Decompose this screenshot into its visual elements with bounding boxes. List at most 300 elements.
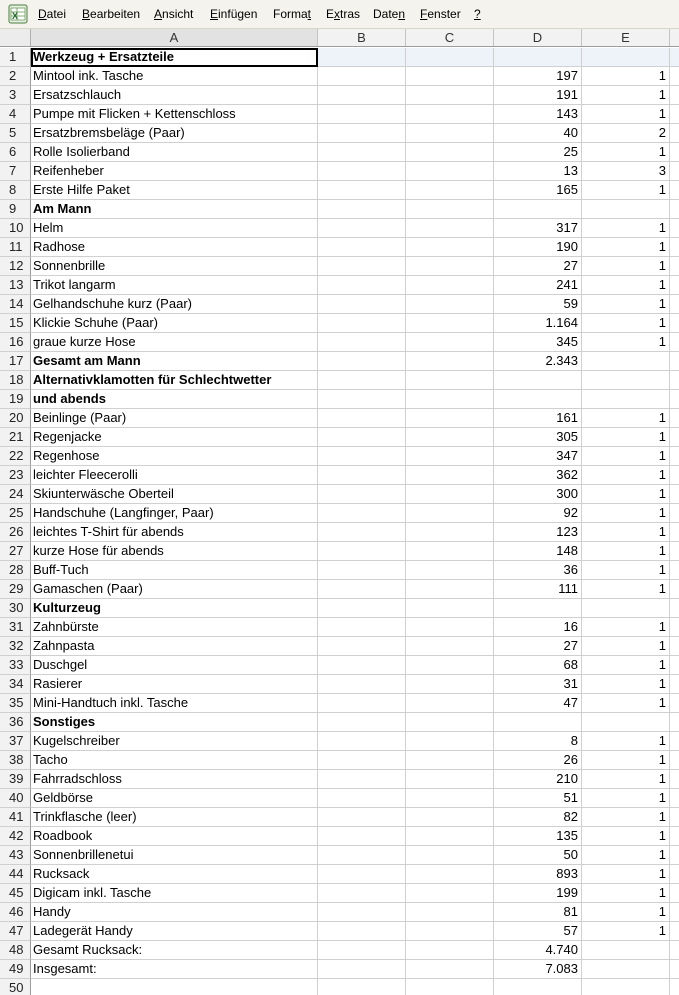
cell-f[interactable] <box>670 447 679 466</box>
cell-a[interactable]: Kulturzeug <box>31 599 318 618</box>
menu-format[interactable]: Format <box>273 7 312 21</box>
cell-d[interactable]: 161 <box>494 409 582 428</box>
cell-f[interactable] <box>670 314 679 333</box>
cell-e[interactable]: 1 <box>582 428 670 447</box>
cell-e[interactable]: 1 <box>582 219 670 238</box>
cell-d[interactable]: 92 <box>494 504 582 523</box>
cell-e[interactable]: 1 <box>582 257 670 276</box>
cell-d[interactable]: 27 <box>494 257 582 276</box>
cell-f[interactable] <box>670 333 679 352</box>
cell-f[interactable] <box>670 48 679 67</box>
cell-b[interactable] <box>318 713 406 732</box>
cell-d[interactable]: 81 <box>494 903 582 922</box>
cell-c[interactable] <box>406 48 494 67</box>
cell-f[interactable] <box>670 751 679 770</box>
row-header[interactable]: 37 <box>0 732 31 751</box>
row-header[interactable]: 17 <box>0 352 31 371</box>
row-header[interactable]: 41 <box>0 808 31 827</box>
cell-d[interactable]: 7.083 <box>494 960 582 979</box>
cell-c[interactable] <box>406 732 494 751</box>
cell-f[interactable] <box>670 637 679 656</box>
row-header[interactable]: 25 <box>0 504 31 523</box>
cell-b[interactable] <box>318 371 406 390</box>
cell-e[interactable] <box>582 599 670 618</box>
cell-e[interactable]: 1 <box>582 86 670 105</box>
row-header[interactable]: 22 <box>0 447 31 466</box>
cell-c[interactable] <box>406 276 494 295</box>
cell-d[interactable]: 1.164 <box>494 314 582 333</box>
cell-c[interactable] <box>406 352 494 371</box>
cell-d[interactable]: 210 <box>494 770 582 789</box>
row-header[interactable]: 13 <box>0 276 31 295</box>
cell-e[interactable]: 1 <box>582 789 670 808</box>
cell-e[interactable]: 1 <box>582 466 670 485</box>
cell-a[interactable]: Rucksack <box>31 865 318 884</box>
row-header[interactable]: 45 <box>0 884 31 903</box>
column-header-e[interactable]: E <box>582 29 670 46</box>
cell-b[interactable] <box>318 637 406 656</box>
cell-b[interactable] <box>318 295 406 314</box>
cell-a[interactable]: Skiunterwäsche Oberteil <box>31 485 318 504</box>
cell-c[interactable] <box>406 200 494 219</box>
cell-e[interactable]: 3 <box>582 162 670 181</box>
cell-d[interactable]: 197 <box>494 67 582 86</box>
cell-c[interactable] <box>406 922 494 941</box>
cell-d[interactable]: 8 <box>494 732 582 751</box>
cell-c[interactable] <box>406 865 494 884</box>
cell-f[interactable] <box>670 713 679 732</box>
cell-d[interactable]: 50 <box>494 846 582 865</box>
cell-b[interactable] <box>318 352 406 371</box>
menu-ansicht[interactable]: Ansicht <box>154 7 194 21</box>
cell-e[interactable]: 1 <box>582 295 670 314</box>
cell-c[interactable] <box>406 884 494 903</box>
row-header[interactable]: 6 <box>0 143 31 162</box>
cell-a[interactable]: Insgesamt: <box>31 960 318 979</box>
cell-b[interactable] <box>318 200 406 219</box>
cell-b[interactable] <box>318 789 406 808</box>
menu-help[interactable]: ? <box>474 7 481 21</box>
cell-f[interactable] <box>670 295 679 314</box>
cell-e[interactable] <box>582 200 670 219</box>
cell-b[interactable] <box>318 808 406 827</box>
cell-a[interactable]: Mini-Handtuch inkl. Tasche <box>31 694 318 713</box>
cell-f[interactable] <box>670 580 679 599</box>
cell-e[interactable]: 1 <box>582 694 670 713</box>
cell-c[interactable] <box>406 447 494 466</box>
cell-d[interactable]: 4.740 <box>494 941 582 960</box>
row-header[interactable]: 11 <box>0 238 31 257</box>
cell-d[interactable]: 25 <box>494 143 582 162</box>
cell-e[interactable]: 1 <box>582 447 670 466</box>
row-header[interactable]: 19 <box>0 390 31 409</box>
cell-f[interactable] <box>670 827 679 846</box>
cell-f[interactable] <box>670 200 679 219</box>
cell-a[interactable]: Fahrradschloss <box>31 770 318 789</box>
cell-e[interactable]: 1 <box>582 409 670 428</box>
cell-c[interactable] <box>406 504 494 523</box>
cell-b[interactable] <box>318 960 406 979</box>
cell-a[interactable]: Tacho <box>31 751 318 770</box>
cell-f[interactable] <box>670 276 679 295</box>
row-header[interactable]: 39 <box>0 770 31 789</box>
row-header[interactable]: 49 <box>0 960 31 979</box>
row-header[interactable]: 18 <box>0 371 31 390</box>
column-header-a[interactable]: A <box>31 29 318 46</box>
cell-f[interactable] <box>670 884 679 903</box>
cell-c[interactable] <box>406 675 494 694</box>
cell-a[interactable]: Sonnenbrillenetui <box>31 846 318 865</box>
cell-a[interactable]: Beinlinge (Paar) <box>31 409 318 428</box>
cell-b[interactable] <box>318 979 406 995</box>
excel-app-icon[interactable] <box>8 4 28 24</box>
cell-e[interactable]: 2 <box>582 124 670 143</box>
cell-b[interactable] <box>318 466 406 485</box>
row-header[interactable]: 50 <box>0 979 31 995</box>
row-header[interactable]: 24 <box>0 485 31 504</box>
row-header[interactable]: 8 <box>0 181 31 200</box>
cell-e[interactable]: 1 <box>582 105 670 124</box>
cell-c[interactable] <box>406 105 494 124</box>
cell-a[interactable]: leichtes T-Shirt für abends <box>31 523 318 542</box>
row-header[interactable]: 16 <box>0 333 31 352</box>
row-header[interactable]: 38 <box>0 751 31 770</box>
cell-c[interactable] <box>406 67 494 86</box>
cell-a[interactable]: Trinkflasche (leer) <box>31 808 318 827</box>
cell-e[interactable]: 1 <box>582 67 670 86</box>
cell-d[interactable]: 893 <box>494 865 582 884</box>
cell-a[interactable]: Handschuhe (Langfinger, Paar) <box>31 504 318 523</box>
cell-b[interactable] <box>318 428 406 447</box>
cell-b[interactable] <box>318 827 406 846</box>
cell-d[interactable]: 36 <box>494 561 582 580</box>
cell-c[interactable] <box>406 143 494 162</box>
cell-c[interactable] <box>406 162 494 181</box>
cell-b[interactable] <box>318 105 406 124</box>
cell-b[interactable] <box>318 143 406 162</box>
cell-d[interactable] <box>494 599 582 618</box>
cell-d[interactable] <box>494 713 582 732</box>
row-header[interactable]: 44 <box>0 865 31 884</box>
cell-b[interactable] <box>318 219 406 238</box>
cell-c[interactable] <box>406 485 494 504</box>
cell-f[interactable] <box>670 409 679 428</box>
cell-c[interactable] <box>406 751 494 770</box>
cell-f[interactable] <box>670 694 679 713</box>
cell-c[interactable] <box>406 694 494 713</box>
cell-b[interactable] <box>318 884 406 903</box>
row-header[interactable]: 32 <box>0 637 31 656</box>
column-header-d[interactable]: D <box>494 29 582 46</box>
cell-a[interactable]: Am Mann <box>31 200 318 219</box>
cell-b[interactable] <box>318 770 406 789</box>
cell-f[interactable] <box>670 504 679 523</box>
cell-c[interactable] <box>406 827 494 846</box>
cell-c[interactable] <box>406 219 494 238</box>
row-header[interactable]: 42 <box>0 827 31 846</box>
cell-a[interactable]: Ladegerät Handy <box>31 922 318 941</box>
cell-f[interactable] <box>670 865 679 884</box>
row-header[interactable]: 23 <box>0 466 31 485</box>
row-header[interactable]: 26 <box>0 523 31 542</box>
cell-f[interactable] <box>670 466 679 485</box>
cell-d[interactable]: 123 <box>494 523 582 542</box>
cell-e[interactable]: 1 <box>582 580 670 599</box>
cell-a[interactable]: kurze Hose für abends <box>31 542 318 561</box>
row-header[interactable]: 1 <box>0 48 31 67</box>
row-header[interactable]: 7 <box>0 162 31 181</box>
menu-fenster[interactable]: Fenster <box>420 7 461 21</box>
cell-e[interactable]: 1 <box>582 618 670 637</box>
cell-d[interactable]: 16 <box>494 618 582 637</box>
cell-a[interactable]: Zahnbürste <box>31 618 318 637</box>
cell-e[interactable] <box>582 390 670 409</box>
cell-a[interactable]: Gesamt Rucksack: <box>31 941 318 960</box>
cell-a[interactable]: Gesamt am Mann <box>31 352 318 371</box>
row-header[interactable]: 46 <box>0 903 31 922</box>
cell-f[interactable] <box>670 542 679 561</box>
cell-c[interactable] <box>406 542 494 561</box>
cell-a[interactable]: Pumpe mit Flicken + Kettenschloss <box>31 105 318 124</box>
cell-e[interactable]: 1 <box>582 732 670 751</box>
column-header-b[interactable]: B <box>318 29 406 46</box>
cell-e[interactable]: 1 <box>582 314 670 333</box>
cell-b[interactable] <box>318 181 406 200</box>
cell-b[interactable] <box>318 865 406 884</box>
cell-d[interactable]: 27 <box>494 637 582 656</box>
cell-f[interactable] <box>670 181 679 200</box>
cell-d[interactable]: 191 <box>494 86 582 105</box>
cell-e[interactable]: 1 <box>582 827 670 846</box>
cell-a[interactable]: Regenhose <box>31 447 318 466</box>
cell-e[interactable]: 1 <box>582 333 670 352</box>
cell-d[interactable]: 2.343 <box>494 352 582 371</box>
cell-b[interactable] <box>318 390 406 409</box>
row-header[interactable]: 29 <box>0 580 31 599</box>
cell-a[interactable]: Gelhandschuhe kurz (Paar) <box>31 295 318 314</box>
cell-d[interactable]: 300 <box>494 485 582 504</box>
cell-c[interactable] <box>406 789 494 808</box>
cell-e[interactable]: 1 <box>582 485 670 504</box>
cell-d[interactable]: 51 <box>494 789 582 808</box>
cell-d[interactable]: 148 <box>494 542 582 561</box>
cell-e[interactable]: 1 <box>582 238 670 257</box>
menu-bearbeiten[interactable]: Bearbeiten <box>82 7 141 21</box>
cell-b[interactable] <box>318 656 406 675</box>
cell-e[interactable]: 1 <box>582 884 670 903</box>
cell-b[interactable] <box>318 561 406 580</box>
cell-e[interactable]: 1 <box>582 143 670 162</box>
cell-b[interactable] <box>318 675 406 694</box>
select-all-corner[interactable] <box>0 29 31 46</box>
cell-c[interactable] <box>406 656 494 675</box>
cell-c[interactable] <box>406 333 494 352</box>
cell-c[interactable] <box>406 770 494 789</box>
cell-c[interactable] <box>406 580 494 599</box>
cell-e[interactable] <box>582 960 670 979</box>
cell-a[interactable]: und abends <box>31 390 318 409</box>
cell-b[interactable] <box>318 162 406 181</box>
row-header[interactable]: 10 <box>0 219 31 238</box>
cell-c[interactable] <box>406 124 494 143</box>
cell-c[interactable] <box>406 523 494 542</box>
row-header[interactable]: 21 <box>0 428 31 447</box>
cell-d[interactable]: 111 <box>494 580 582 599</box>
cell-b[interactable] <box>318 48 406 67</box>
cell-e[interactable]: 1 <box>582 181 670 200</box>
cell-f[interactable] <box>670 390 679 409</box>
row-header[interactable]: 31 <box>0 618 31 637</box>
cell-e[interactable]: 1 <box>582 523 670 542</box>
cell-b[interactable] <box>318 447 406 466</box>
cell-f[interactable] <box>670 979 679 995</box>
cell-b[interactable] <box>318 504 406 523</box>
cell-a[interactable]: leichter Fleecerolli <box>31 466 318 485</box>
cell-f[interactable] <box>670 675 679 694</box>
cell-f[interactable] <box>670 143 679 162</box>
cell-d[interactable]: 59 <box>494 295 582 314</box>
cell-b[interactable] <box>318 599 406 618</box>
row-header[interactable]: 28 <box>0 561 31 580</box>
cell-d[interactable]: 135 <box>494 827 582 846</box>
cell-f[interactable] <box>670 371 679 390</box>
cell-c[interactable] <box>406 618 494 637</box>
cell-a[interactable]: Rasierer <box>31 675 318 694</box>
cell-c[interactable] <box>406 846 494 865</box>
row-header[interactable]: 15 <box>0 314 31 333</box>
cell-d[interactable]: 241 <box>494 276 582 295</box>
cell-f[interactable] <box>670 105 679 124</box>
cell-a[interactable]: Mintool ink. Tasche <box>31 67 318 86</box>
cell-c[interactable] <box>406 466 494 485</box>
cell-a[interactable]: Digicam inkl. Tasche <box>31 884 318 903</box>
cell-c[interactable] <box>406 561 494 580</box>
cell-f[interactable] <box>670 808 679 827</box>
row-header[interactable]: 27 <box>0 542 31 561</box>
cell-e[interactable]: 1 <box>582 808 670 827</box>
cell-e[interactable]: 1 <box>582 504 670 523</box>
cell-f[interactable] <box>670 789 679 808</box>
cell-c[interactable] <box>406 181 494 200</box>
row-header[interactable]: 43 <box>0 846 31 865</box>
cell-d[interactable]: 347 <box>494 447 582 466</box>
cell-a[interactable]: Alternativklamotten für Schlechtwetter <box>31 371 318 390</box>
cell-a[interactable]: Rolle Isolierband <box>31 143 318 162</box>
cell-a[interactable]: Sonstiges <box>31 713 318 732</box>
cell-d[interactable]: 199 <box>494 884 582 903</box>
cell-d[interactable]: 57 <box>494 922 582 941</box>
cell-f[interactable] <box>670 903 679 922</box>
cell-f[interactable] <box>670 941 679 960</box>
cell-d[interactable]: 345 <box>494 333 582 352</box>
cell-f[interactable] <box>670 922 679 941</box>
cell-a[interactable]: Duschgel <box>31 656 318 675</box>
cell-b[interactable] <box>318 618 406 637</box>
cell-f[interactable] <box>670 523 679 542</box>
row-header[interactable]: 2 <box>0 67 31 86</box>
cell-f[interactable] <box>670 561 679 580</box>
cell-d[interactable] <box>494 979 582 995</box>
cell-d[interactable]: 165 <box>494 181 582 200</box>
cell-c[interactable] <box>406 257 494 276</box>
cell-f[interactable] <box>670 656 679 675</box>
row-header[interactable]: 48 <box>0 941 31 960</box>
menu-datei[interactable]: Datei <box>38 7 67 21</box>
cell-f[interactable] <box>670 770 679 789</box>
cell-d[interactable]: 26 <box>494 751 582 770</box>
cell-c[interactable] <box>406 903 494 922</box>
cell-e[interactable]: 1 <box>582 922 670 941</box>
cell-c[interactable] <box>406 979 494 995</box>
cell-e[interactable]: 1 <box>582 770 670 789</box>
cell-b[interactable] <box>318 941 406 960</box>
cell-c[interactable] <box>406 599 494 618</box>
cell-f[interactable] <box>670 846 679 865</box>
cell-f[interactable] <box>670 219 679 238</box>
cell-d[interactable]: 305 <box>494 428 582 447</box>
cell-b[interactable] <box>318 751 406 770</box>
cell-e[interactable]: 1 <box>582 542 670 561</box>
cell-f[interactable] <box>670 257 679 276</box>
cell-c[interactable] <box>406 637 494 656</box>
cell-f[interactable] <box>670 238 679 257</box>
cell-c[interactable] <box>406 238 494 257</box>
cell-f[interactable] <box>670 428 679 447</box>
cell-f[interactable] <box>670 485 679 504</box>
cell-e[interactable]: 1 <box>582 561 670 580</box>
cell-b[interactable] <box>318 485 406 504</box>
cell-f[interactable] <box>670 618 679 637</box>
row-header[interactable]: 33 <box>0 656 31 675</box>
cell-a[interactable]: Reifenheber <box>31 162 318 181</box>
cell-a[interactable]: Helm <box>31 219 318 238</box>
cell-b[interactable] <box>318 409 406 428</box>
cell-f[interactable] <box>670 162 679 181</box>
cell-b[interactable] <box>318 694 406 713</box>
cell-c[interactable] <box>406 808 494 827</box>
row-header[interactable]: 14 <box>0 295 31 314</box>
row-header[interactable]: 9 <box>0 200 31 219</box>
cell-c[interactable] <box>406 371 494 390</box>
cell-b[interactable] <box>318 314 406 333</box>
row-header[interactable]: 5 <box>0 124 31 143</box>
row-header[interactable]: 4 <box>0 105 31 124</box>
cell-a[interactable]: Sonnenbrille <box>31 257 318 276</box>
cell-a[interactable]: Ersatzschlauch <box>31 86 318 105</box>
cell-d[interactable]: 40 <box>494 124 582 143</box>
cell-d[interactable]: 143 <box>494 105 582 124</box>
row-header[interactable]: 47 <box>0 922 31 941</box>
row-header[interactable]: 3 <box>0 86 31 105</box>
cell-b[interactable] <box>318 86 406 105</box>
cell-e[interactable] <box>582 713 670 732</box>
cell-a[interactable] <box>31 979 318 995</box>
cell-b[interactable] <box>318 333 406 352</box>
cell-e[interactable] <box>582 941 670 960</box>
column-header-c[interactable]: C <box>406 29 494 46</box>
cell-f[interactable] <box>670 67 679 86</box>
row-header[interactable]: 35 <box>0 694 31 713</box>
cell-d[interactable]: 47 <box>494 694 582 713</box>
cell-c[interactable] <box>406 941 494 960</box>
menu-extras[interactable]: Extras <box>326 7 361 21</box>
cell-a[interactable]: Werkzeug + Ersatzteile <box>31 48 318 67</box>
cell-f[interactable] <box>670 599 679 618</box>
cell-e[interactable]: 1 <box>582 276 670 295</box>
cell-f[interactable] <box>670 960 679 979</box>
cell-a[interactable]: Klickie Schuhe (Paar) <box>31 314 318 333</box>
cell-f[interactable] <box>670 732 679 751</box>
